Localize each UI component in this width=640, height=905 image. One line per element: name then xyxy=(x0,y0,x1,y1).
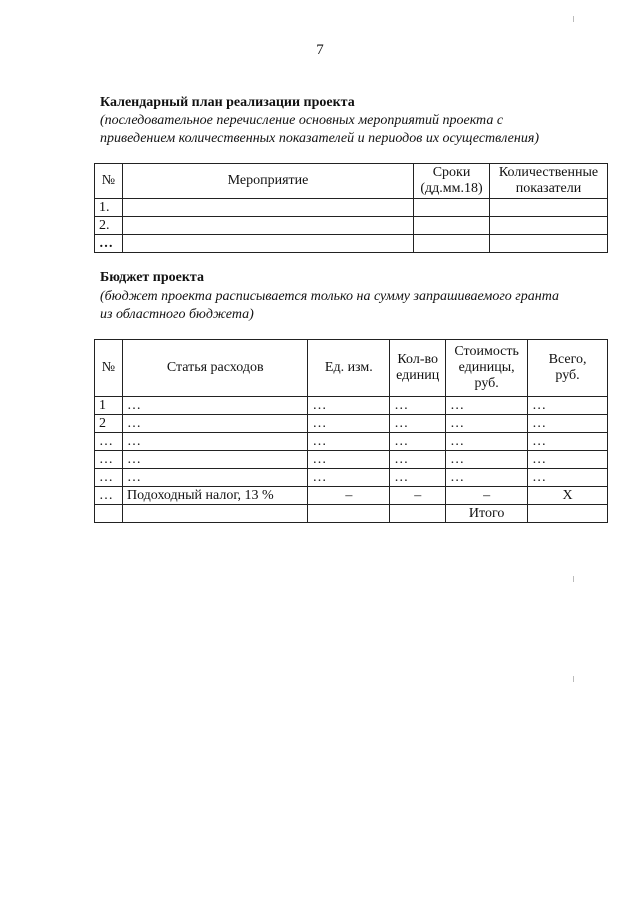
budget-header-row xyxy=(95,340,608,397)
table-row xyxy=(95,469,608,487)
plan-header-event: Мероприятие xyxy=(122,164,413,199)
budget-row-num: … xyxy=(95,469,123,487)
plan-header-row xyxy=(95,164,608,199)
budget-row-total: … xyxy=(528,397,608,415)
plan-note-line-2: приведением количественных показателей и периодов их осуществления) xyxy=(100,131,540,146)
plan-header-indicators-line-1: Количественные xyxy=(498,165,599,180)
budget-row-total: … xyxy=(528,415,608,433)
budget-row-cost: … xyxy=(446,415,528,433)
total-row xyxy=(95,505,608,523)
budget-row-cost: … xyxy=(446,433,528,451)
plan-header-dates-line-2: (дд.мм.18) xyxy=(420,181,483,196)
budget-row-cost: … xyxy=(446,397,528,415)
budget-header-total-line-1: Всего, xyxy=(548,352,587,367)
budget-header-total-line-2: руб. xyxy=(555,368,580,383)
budget-row-num: 2 xyxy=(95,415,123,433)
budget-row-item: … xyxy=(122,451,307,469)
tax-row-cost: – xyxy=(446,487,528,505)
plan-header-dates-line-1: Сроки xyxy=(432,165,471,180)
scan-speck xyxy=(573,576,574,582)
plan-header-num: № xyxy=(95,164,123,199)
total-row-item xyxy=(122,505,307,523)
total-row-num xyxy=(95,505,123,523)
budget-header-num: № xyxy=(95,340,123,397)
table-row xyxy=(95,235,608,253)
budget-header-cost-line-1: Стоимость xyxy=(454,344,519,359)
budget-row-cost: … xyxy=(446,451,528,469)
budget-row-num: … xyxy=(95,433,123,451)
budget-row-unit: … xyxy=(308,451,390,469)
scan-speck xyxy=(573,16,574,22)
table-row xyxy=(95,415,608,433)
budget-row-total: … xyxy=(528,469,608,487)
plan-row-dates xyxy=(414,217,490,235)
budget-note xyxy=(100,288,620,324)
plan-row-event xyxy=(122,199,413,217)
plan-row-indicators xyxy=(490,217,608,235)
budget-row-qty: … xyxy=(390,415,446,433)
table-row xyxy=(95,451,608,469)
budget-row-num: … xyxy=(95,451,123,469)
plan-note-line-1: (последовательное перечисление основных мероприятий проекта с xyxy=(100,113,504,128)
budget-row-unit: … xyxy=(308,415,390,433)
budget-title: Бюджет проекта xyxy=(100,270,204,285)
budget-header-cost xyxy=(446,340,528,397)
page-number: 7 xyxy=(316,42,324,58)
budget-row-qty: … xyxy=(390,451,446,469)
budget-header-qty xyxy=(390,340,446,397)
table-row xyxy=(95,217,608,235)
budget-row-qty: … xyxy=(390,433,446,451)
budget-row-item: … xyxy=(122,415,307,433)
plan-row-event xyxy=(122,217,413,235)
budget-row-unit: … xyxy=(308,397,390,415)
plan-title: Календарный план реализации проекта xyxy=(100,95,355,110)
tax-row-total: X xyxy=(528,487,608,505)
scan-speck xyxy=(573,676,574,682)
budget-row-num: 1 xyxy=(95,397,123,415)
budget-row-total: … xyxy=(528,451,608,469)
plan-note xyxy=(100,112,620,148)
tax-row-num: … xyxy=(95,487,123,505)
budget-header-qty-line-1: Кол-во xyxy=(397,352,438,367)
plan-row-num: 1. xyxy=(95,199,123,217)
tax-row xyxy=(95,487,608,505)
budget-row-qty: … xyxy=(390,397,446,415)
total-row-label: Итого xyxy=(446,505,528,523)
plan-header-dates xyxy=(414,164,490,199)
table-row xyxy=(95,433,608,451)
total-row-qty xyxy=(390,505,446,523)
tax-row-item: Подоходный налог, 13 % xyxy=(122,487,307,505)
tax-row-qty: – xyxy=(390,487,446,505)
budget-note-line-2: из областного бюджета) xyxy=(100,307,254,322)
plan-row-indicators xyxy=(490,235,608,253)
budget-row-total: … xyxy=(528,433,608,451)
plan-row-dates xyxy=(414,199,490,217)
budget-row-item: … xyxy=(122,433,307,451)
budget-row-item: … xyxy=(122,397,307,415)
tax-row-unit: – xyxy=(308,487,390,505)
total-row-unit xyxy=(308,505,390,523)
plan-row-event xyxy=(122,235,413,253)
plan-header-indicators-line-2: показатели xyxy=(515,181,582,196)
budget-row-qty: … xyxy=(390,469,446,487)
budget-header-cost-line-2: единицы, xyxy=(458,360,515,375)
budget-header-item: Статья расходов xyxy=(122,340,307,397)
budget-row-item: … xyxy=(122,469,307,487)
budget-table xyxy=(94,339,608,523)
budget-row-unit: … xyxy=(308,433,390,451)
table-row xyxy=(95,199,608,217)
budget-header-unit: Ед. изм. xyxy=(308,340,390,397)
plan-header-indicators xyxy=(490,164,608,199)
calendar-plan-table xyxy=(94,163,608,253)
budget-header-cost-line-3: руб. xyxy=(474,376,499,391)
table-row xyxy=(95,397,608,415)
budget-header-total xyxy=(528,340,608,397)
plan-row-num: 2. xyxy=(95,217,123,235)
plan-row-num: … xyxy=(95,235,123,253)
plan-row-dates xyxy=(414,235,490,253)
budget-row-unit: … xyxy=(308,469,390,487)
plan-row-indicators xyxy=(490,199,608,217)
budget-row-cost: … xyxy=(446,469,528,487)
budget-note-line-1: (бюджет проекта расписывается только на сумму запрашиваемого гранта xyxy=(100,289,559,304)
total-row-value xyxy=(528,505,608,523)
budget-header-qty-line-2: единиц xyxy=(396,368,440,383)
